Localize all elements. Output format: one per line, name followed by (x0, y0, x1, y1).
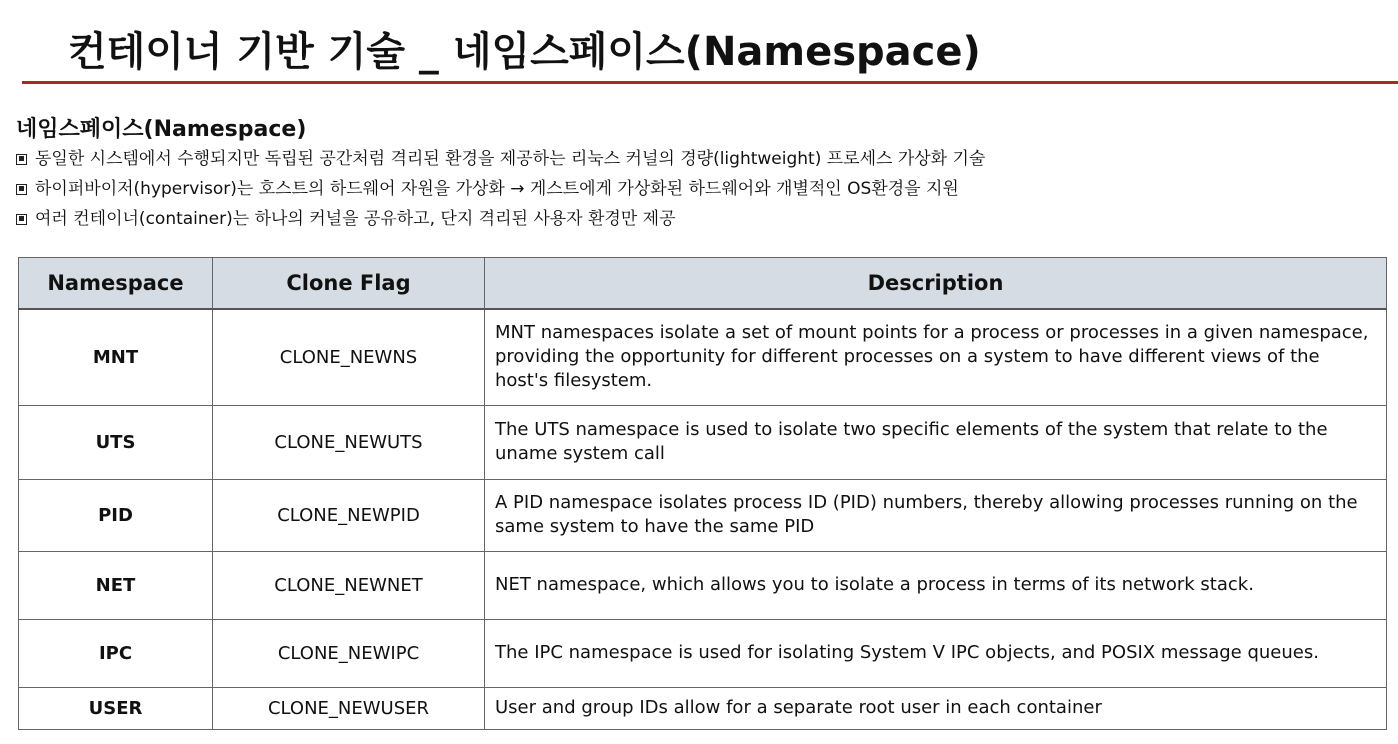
column-header-clone-flag: Clone Flag (213, 258, 485, 310)
clone-flag-cell: CLONE_NEWPID (213, 479, 485, 551)
clone-flag-cell: CLONE_NEWUTS (213, 405, 485, 479)
clone-flag-cell: CLONE_NEWUSER (213, 687, 485, 729)
table-row (19, 619, 1387, 687)
table-header-row (19, 258, 1387, 310)
clone-flag-cell: CLONE_NEWIPC (213, 619, 485, 687)
page-title: 컨테이너 기반 기술 _ 네임스페이스(Namespace) (68, 29, 981, 75)
title-divider (22, 81, 1398, 84)
description-cell: NET namespace, which allows you to isolate a process in terms of its network stack. (485, 551, 1387, 619)
bullet-text: 하이퍼바이저(hypervisor)는 호스트의 하드웨어 자원을 가상화 → 게스트에게 가상화된 하드웨어와 개별적인 OS환경을 지원 (35, 179, 959, 199)
column-header-namespace: Namespace (19, 258, 213, 310)
description-cell: The UTS namespace is used to isolate two specific elements of the system that relate to the uname system call (485, 405, 1387, 479)
bullet-list (16, 144, 985, 234)
namespace-cell: IPC (19, 619, 213, 687)
bullet-item (16, 174, 985, 204)
clone-flag-cell: CLONE_NEWNET (213, 551, 485, 619)
description-cell: MNT namespaces isolate a set of mount points for a process or processes in a given namespace, providing the opportunity for different processes on a system to have different views of the host's filesystem. (485, 309, 1387, 405)
namespace-cell: MNT (19, 309, 213, 405)
square-bullet-icon (16, 154, 27, 165)
description-cell: The IPC namespace is used for isolating System V IPC objects, and POSIX message queues. (485, 619, 1387, 687)
table-row (19, 551, 1387, 619)
table-row (19, 309, 1387, 405)
namespace-cell: USER (19, 687, 213, 729)
clone-flag-cell: CLONE_NEWNS (213, 309, 485, 405)
namespace-table (18, 257, 1387, 730)
bullet-item (16, 204, 985, 234)
square-bullet-icon (16, 214, 27, 225)
namespace-cell: NET (19, 551, 213, 619)
bullet-text: 동일한 시스템에서 수행되지만 독립된 공간처럼 격리된 환경을 제공하는 리눅스 커널의 경량(lightweight) 프로세스 가상화 기술 (35, 149, 986, 169)
description-cell: User and group IDs allow for a separate root user in each container (485, 687, 1387, 729)
namespace-cell: PID (19, 479, 213, 551)
column-header-description: Description (485, 258, 1387, 310)
table-row (19, 479, 1387, 551)
bullet-text: 여러 컨테이너(container)는 하나의 커널을 공유하고, 단지 격리된 사용자 환경만 제공 (35, 209, 676, 229)
namespace-cell: UTS (19, 405, 213, 479)
bullet-item (16, 144, 985, 174)
square-bullet-icon (16, 184, 27, 195)
table-row (19, 405, 1387, 479)
description-cell: A PID namespace isolates process ID (PID) numbers, thereby allowing processes running on the same system to have the same PID (485, 479, 1387, 551)
section-heading: 네임스페이스(Namespace) (16, 117, 307, 142)
table-row (19, 687, 1387, 729)
